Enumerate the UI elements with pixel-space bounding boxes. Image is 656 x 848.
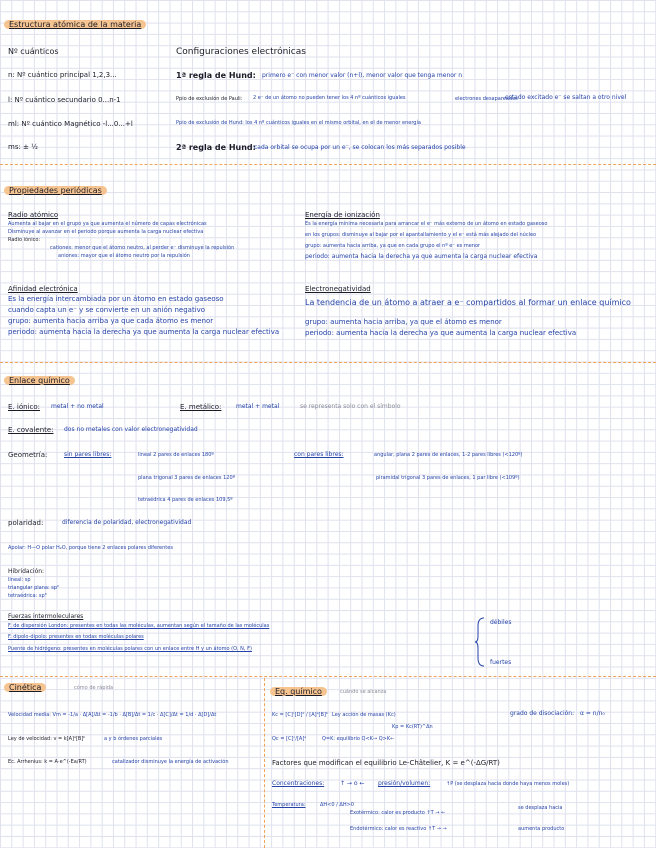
desplaza-text: se desplaza hacia [518, 805, 563, 811]
quantum-numbers-title: Nº cuánticos [8, 47, 59, 56]
fi-puente: Puente de hidrógeno: presentes en moléculas polares con un enlace entre H y un átomo (O, N, F) [8, 646, 252, 652]
sin-pares-label: sin pares libres: [64, 451, 112, 458]
quantum-ms: ms: ± ½ [8, 143, 38, 151]
arrhenius: Ec. Arrhenius: k = A·e^(-Ea/RT) [8, 759, 87, 765]
radio-line-1: Aumenta al bajar en el grupo ya que aumenta el número de capas electrónicas [8, 221, 207, 227]
section-title-cinetica: Cinética [4, 683, 46, 692]
geo-tetraedrica: tetraédrica 4 pares de enlaces 109,5º [138, 497, 233, 503]
ei-line-4: periodo: aumenta hacia la derecha ya que aumenta la carga nuclear efectiva [305, 253, 538, 260]
divider-1 [0, 164, 656, 165]
section-title-propiedades: Propiedades periódicas [4, 186, 107, 195]
ley-velocidad: Ley de velocidad: v = k[A]ᵃ[B]ᵇ [8, 736, 86, 742]
ei-line-3: grupo: aumenta hacia arriba, ya que en cada grupo el nº e⁻ es menor [305, 243, 481, 249]
concentraciones-label: Concentraciones: [272, 780, 325, 787]
section-title-equilibrio: Eq. químico [270, 687, 327, 696]
ordenes-parciales: a y b órdenes parciales [104, 736, 163, 742]
fi-title: Fuerzas intermoleculares [8, 613, 84, 620]
ei-title: Energía de ionización [305, 211, 380, 219]
hib-sp3: tetraédrica: sp³ [8, 593, 47, 599]
ei-line-2: en los grupos: disminuye al bajar por el apantallamiento y el e⁻ está más alejado del núcleo [305, 232, 537, 238]
config-title: Configuraciones electrónicas [176, 47, 306, 57]
radio-line-2: Disminuye al avanzar en el periodo porque aumenta la carga nuclear efectiva [8, 229, 204, 235]
q-cociente: Q=K: equilibrio Q<K→ Q>K← [322, 736, 395, 742]
metalico-label: E. metálico: [180, 403, 222, 411]
kc-ley: Ley acción de masas (Kc) [332, 712, 396, 718]
divider-2 [0, 362, 656, 363]
polaridad-label: polaridad: [8, 519, 44, 527]
metalico-note: se representa solo con el símbolo [300, 403, 401, 410]
exotermico-text: Exotérmico: calor es producto ↑T → ← [350, 810, 446, 816]
radio-ionico: Radio iónico: [8, 237, 41, 243]
divider-3 [0, 676, 656, 677]
kp-formula: Kp = Kc(RT)^Δn [392, 724, 433, 730]
quantum-l: l: Nº cuántico secundario 0...n-1 [8, 96, 121, 104]
en-title: Electronegatividad [305, 285, 371, 293]
presion-text: ↑P (se desplaza hacia donde haya menos moles) [446, 781, 570, 787]
factores-title: Factores que modifican el equilibrio Le-Châtelier, K = e^(-ΔG/RT) [272, 759, 500, 767]
endotermico-text: Endotérmico: calor es reactivo ↑T → → [350, 826, 447, 832]
pauli-excitado: estado excitado e⁻ se saltan a otro nivel [505, 94, 627, 101]
cinetica-subtitle: cómo de rápida [74, 685, 114, 691]
quantum-ml: ml: Nº cuántico Magnético -l...0...+l [8, 120, 133, 128]
aufbau-text: Ppio de exclusión de Hund: los 4 nº cuánticos iguales en el mismo orbital, en el de menor energía [176, 120, 421, 126]
ionico-text: metal + no metal [51, 403, 104, 410]
ae-line-4: periodo: aumenta hacia la derecha ya que aumenta la carga nuclear efectiva [8, 328, 280, 336]
geo-piramidal: piramidal trigonal 3 pares de enlaces, 1 par libre (<109º) [376, 475, 520, 481]
radio-title: Radio atómico [8, 211, 59, 219]
ae-line-3: grupo: aumenta hacia arriba ya que cada átomo es menor [8, 317, 214, 325]
fi-london: F. de dispersión London: presentes en todas las moléculas, aumentan según el tamaño de las moléculas [8, 623, 270, 629]
brace-debiles: débiles [490, 619, 512, 626]
fi-dipolo: F. dipolo-dipolo: presentes en todas moléculas polares [8, 634, 144, 640]
brace-icon [474, 616, 488, 668]
pauli-desapareados: electrones desapareados [455, 96, 518, 102]
covalente-label: E. covalente: [8, 426, 54, 434]
equilibrio-subtitle: cuándo se alcanza [340, 689, 387, 695]
radio-aniones: aniones: mayor que el átomo neutro por la repulsión [58, 253, 190, 259]
geo-trigonal: plana trigonal 3 pares de enlaces 120º [138, 475, 235, 481]
hund-rule-2-label: 2ª regla de Hund: [176, 143, 256, 152]
hund-rule-2-text: cada orbital se ocupa por un e⁻, se colocan los más separados posible [254, 144, 466, 151]
ae-title: Afinidad electrónica [8, 285, 78, 293]
ionico-label: E. iónico: [8, 403, 40, 411]
catalizador: catalizador disminuye la energía de activación [112, 759, 229, 765]
metalico-text: metal + metal [236, 403, 280, 410]
hund-rule-1-label: 1ª regla de Hund: [176, 71, 256, 80]
hib-sp: lineal: sp [8, 577, 31, 583]
q-formula: Qc = [C]ᶜ/[A]ᵃ [272, 736, 307, 742]
en-line-3: periodo: aumenta hacia la derecha ya que aumenta la carga nuclear efectiva [305, 329, 577, 337]
kc-formula: Kc = [C]ᶜ[D]ᵈ / [A]ᵃ[B]ᵇ [272, 712, 329, 718]
column-divider [264, 678, 265, 848]
apolar-text: Apolar: H—O polar H₂O, porque tiene 2 enlaces polares diferentes [8, 545, 173, 551]
concentraciones-text: ↑ → o ← [340, 780, 365, 787]
hibridacion-title: Hibridación: [8, 568, 45, 575]
ae-line-1: Es la energía intercambiada por un átomo en estado gaseoso [8, 295, 224, 303]
presion-label: presión/volumen: [378, 780, 431, 787]
geo-angular: angular, plana 2 pares de enlaces, 1-2 pares libres (<120º) [374, 452, 523, 458]
con-pares-label: con pares libres: [294, 451, 344, 458]
temperatura-label: Temperatura: [272, 802, 306, 808]
covalente-text: dos no metales con valor electronegatividad [64, 426, 198, 433]
quantum-n: n: Nº cuántico principal 1,2,3... [8, 71, 117, 79]
geometria-label: Geometría: [8, 451, 48, 459]
section-title-estructura: Estructura atómica de la materia [4, 20, 146, 29]
geo-lineal: lineal 2 pares de enlaces 180º [138, 452, 214, 458]
aumenta-text: aumenta producto [518, 826, 565, 832]
temperatura-dh: ΔH<0 / ΔH>0 [320, 802, 354, 808]
pauli-label: Ppio de exclusión de Pauli: [176, 96, 243, 102]
grado-disociacion: grado de disociación: [510, 710, 575, 717]
radio-cationes: cationes: menor que el átomo neutro, al perder e⁻ disminuye la repulsión [50, 245, 235, 251]
hib-sp2: triangular plana: sp² [8, 585, 59, 591]
pauli-text: 2 e⁻ de un átomo no pueden tener los 4 nº cuánticos iguales [253, 95, 406, 101]
polaridad-text: diferencia de polaridad, electronegatividad [62, 519, 192, 526]
velocidad-media: Velocidad media: Vm = -1/a · Δ[A]/Δt = -1/b · Δ[B]/Δt = 1/c · Δ[C]/Δt = 1/d · Δ[D]/Δt [8, 712, 217, 718]
grado-formula: α = n/n₀ [580, 710, 605, 717]
en-line-1: La tendencia de un átomo a atraer a e⁻ compartidos al formar un enlace químico [305, 298, 631, 307]
brace-fuertes: fuertes [490, 659, 512, 666]
en-line-2: grupo: aumenta hacia arriba, ya que el átomo es menor [305, 318, 502, 326]
section-title-enlace: Enlace químico [4, 376, 75, 385]
hund-rule-1-text: primero e⁻ con menor valor (n+l), menor valor que tenga menor n [262, 72, 463, 79]
ae-line-2: cuando capta un e⁻ y se convierte en un anión negativo [8, 306, 206, 314]
ei-line-1: Es la energía mínima necesaria para arrancar el e⁻ más externo de un átomo en estado gaseoso [305, 221, 548, 227]
